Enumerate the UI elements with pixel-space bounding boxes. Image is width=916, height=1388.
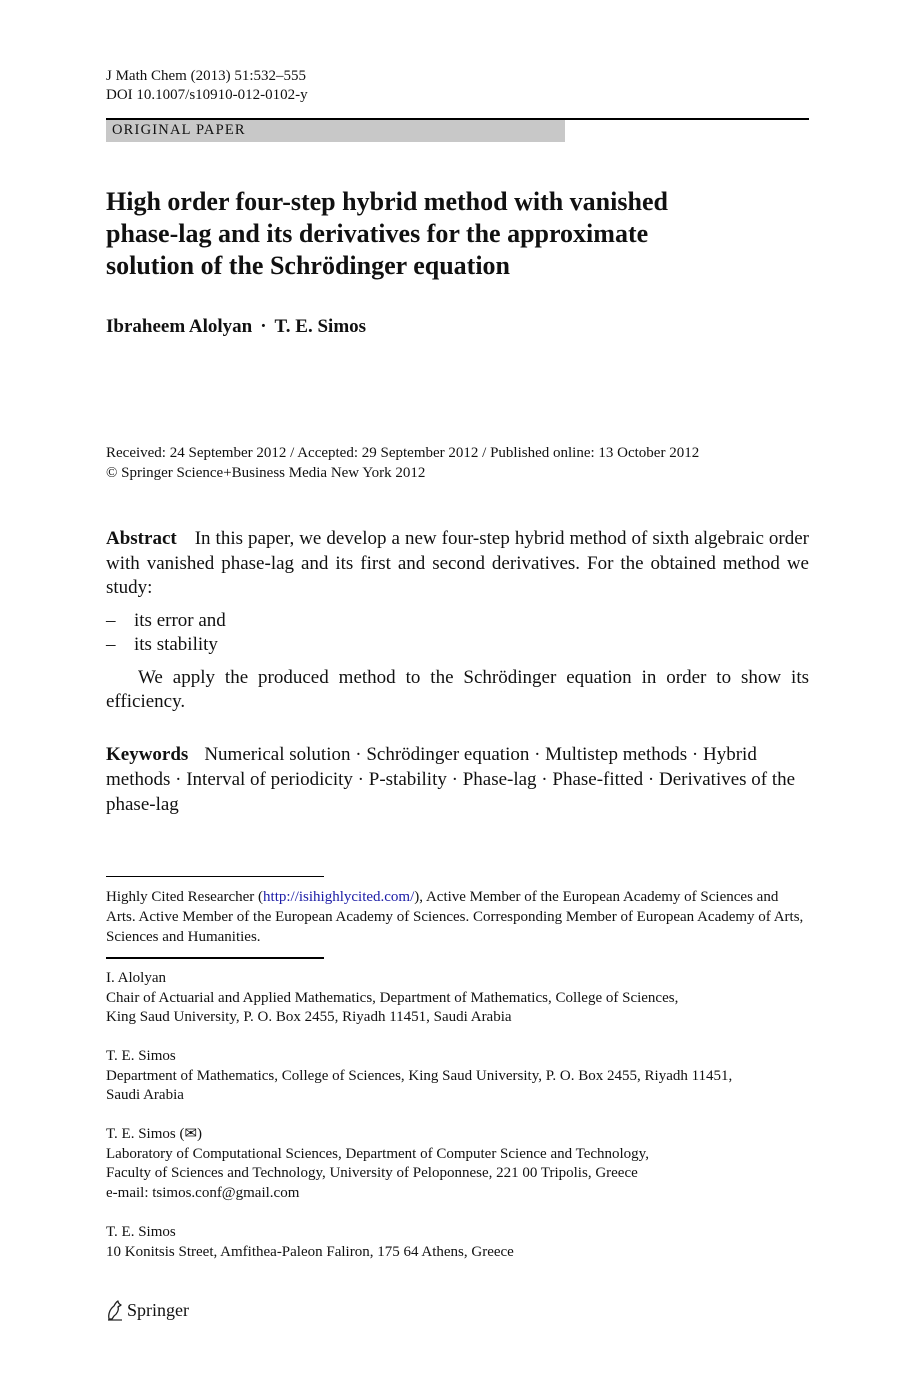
keywords-section [106, 742, 809, 817]
title-line: solution of the Schrödinger equation [106, 251, 511, 280]
affiliation-block [106, 1125, 809, 1203]
paper-page [106, 0, 809, 1388]
affiliation-line: Faculty of Sciences and Technology, University of Peloponnese, 221 00 Tripolis, Greece [106, 1165, 638, 1181]
author-name: Ibraheem Alolyan [106, 316, 253, 337]
list-item-text: its stability [134, 634, 218, 655]
footnote-link[interactable]: http://isihighlycited.com/ [263, 889, 415, 905]
list-dash: – [106, 634, 116, 655]
affiliation-line: Laboratory of Computational Sciences, Department of Computer Science and Technology, [106, 1145, 649, 1162]
keywords-text: Numerical solution · Schrödinger equation · Multistep methods · Hybrid methods · Interval of periodicity · P-stability · Phase-lag · Phase-fitted · Derivatives of the phase-lag [106, 744, 796, 815]
affiliation-block [106, 1223, 809, 1262]
affiliation-rule [106, 957, 324, 959]
affiliation-name: T. E. Simos (✉) [106, 1126, 203, 1142]
journal-citation: J Math Chem (2013) 51:532–555 [106, 68, 306, 84]
affiliation-block [106, 1047, 809, 1106]
keywords-label: Keywords [106, 744, 189, 765]
abstract-list [106, 609, 809, 658]
affiliation-line: Chair of Actuarial and Applied Mathematics, Department of Mathematics, College of Sciences, [106, 989, 679, 1006]
abstract-text: In this paper, we develop a new four-step hybrid method of sixth algebraic order with vanished phase-lag and its first and second derivatives. For the obtained method we study: [106, 528, 809, 598]
affiliation-line: Saudi Arabia [106, 1087, 184, 1103]
author-list [106, 316, 366, 338]
affiliation-line: 10 Konitsis Street, Amfithea-Paleon Faliron, 175 64 Athens, Greece [106, 1243, 514, 1260]
article-type-banner: ORIGINAL PAPER [106, 120, 565, 142]
springer-horse-icon [106, 1299, 124, 1321]
list-item [106, 609, 809, 634]
dates-line: Received: 24 September 2012 / Accepted: 29 September 2012 / Published online: 13 October 2012 [106, 445, 700, 461]
list-item-text: its error and [134, 609, 226, 631]
title-line: High order four-step hybrid method with vanished [106, 187, 668, 216]
abstract-label: Abstract [106, 528, 177, 549]
abstract-closing: We apply the produced method to the Schrödinger equation in order to show its efficiency. [106, 666, 809, 712]
footnote-text-start: Highly Cited Researcher ( [106, 889, 264, 905]
copyright-line: © Springer Science+Business Media New York 2012 [106, 465, 426, 481]
list-item [106, 633, 809, 658]
affiliation-name: T. E. Simos [106, 1224, 176, 1240]
publisher-name: Springer [127, 1300, 189, 1320]
affiliation-name: I. Alolyan [106, 970, 166, 986]
affiliation-name: T. E. Simos [106, 1048, 176, 1064]
publication-dates [106, 443, 809, 483]
journal-info [106, 67, 308, 105]
affiliation-block [106, 969, 809, 1028]
list-dash: – [106, 609, 116, 631]
footnote [106, 887, 809, 947]
affiliation-email: e-mail: tsimos.conf@gmail.com [106, 1184, 300, 1201]
footnote-text-end: ), Active Member of the European Academy of Sciences and Arts. Active Member of the European Academy of Sciences. Corresponding Member of European Academy of Arts, Sciences and Humanities. [106, 889, 804, 945]
abstract-paragraph [106, 527, 809, 601]
author-name: T. E. Simos [274, 316, 367, 337]
footnote-rule [106, 876, 324, 877]
paper-title [106, 186, 746, 282]
publisher-logo [106, 1298, 189, 1322]
abstract-section [106, 527, 809, 715]
affiliation-line: King Saud University, P. O. Box 2455, Riyadh 11451, Saudi Arabia [106, 1009, 512, 1025]
affiliation-line: Department of Mathematics, College of Sciences, King Saud University, P. O. Box 2455, Riyadh 11451, [106, 1067, 733, 1084]
author-separator: · [260, 316, 267, 337]
title-line: phase-lag and its derivatives for the approximate [106, 219, 649, 248]
doi: DOI 10.1007/s10910-012-0102-y [106, 87, 308, 103]
